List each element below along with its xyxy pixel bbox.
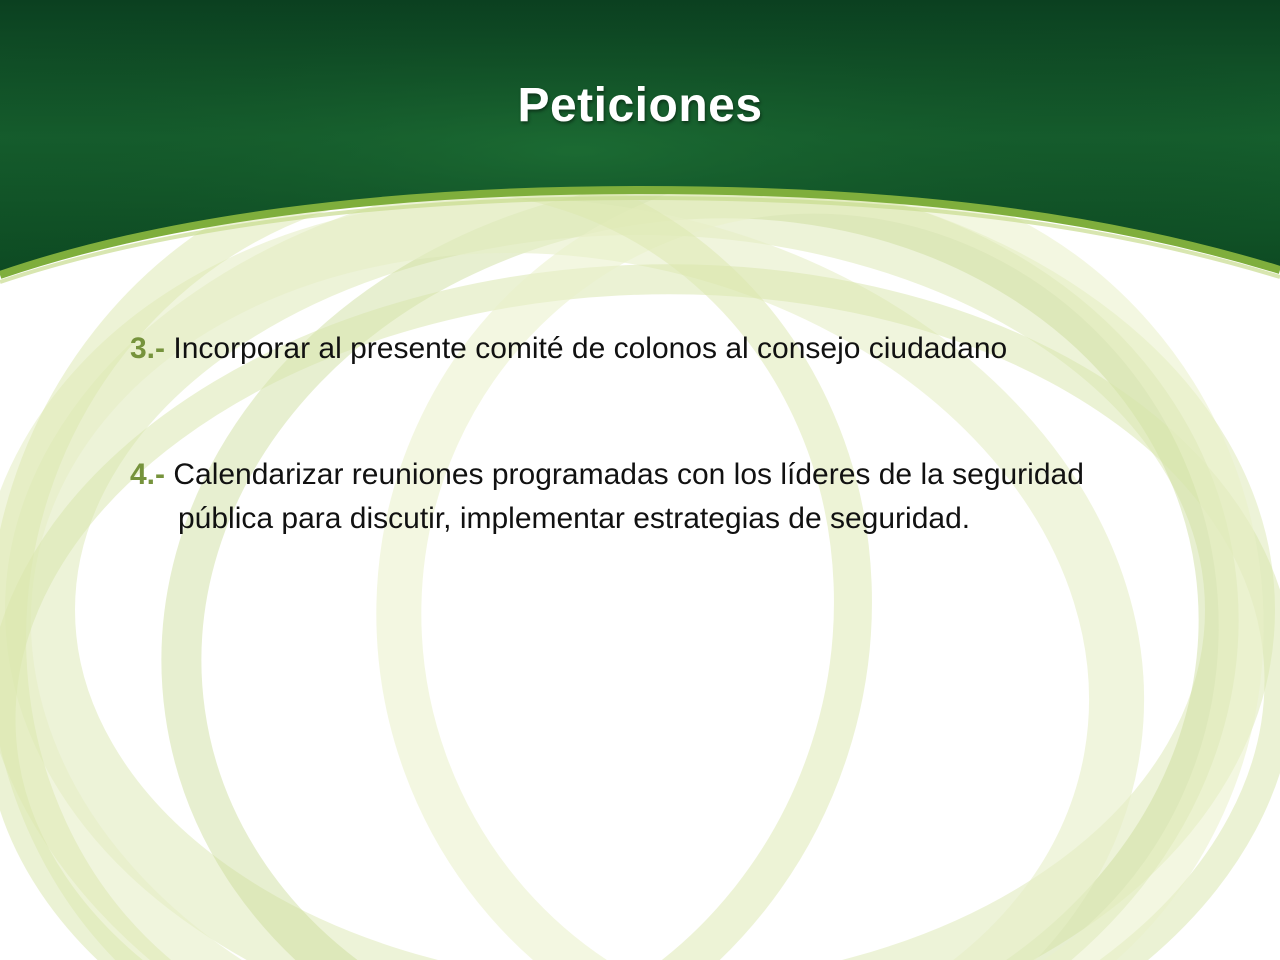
petition-item-4 xyxy=(130,453,1180,541)
slide-title: Peticiones xyxy=(517,79,763,132)
petition-item-3 xyxy=(130,327,1180,371)
petition-text: Incorporar al presente comité de colonos al consejo ciudadano xyxy=(173,332,1008,365)
petition-text: Calendarizar reuniones programadas con los líderes de la seguridad xyxy=(173,458,1084,491)
petition-number: 4.- xyxy=(130,458,166,491)
petition-number: 3.- xyxy=(130,332,166,365)
petition-text-continuation: pública para discutir, implementar estrategias de seguridad. xyxy=(178,502,971,535)
